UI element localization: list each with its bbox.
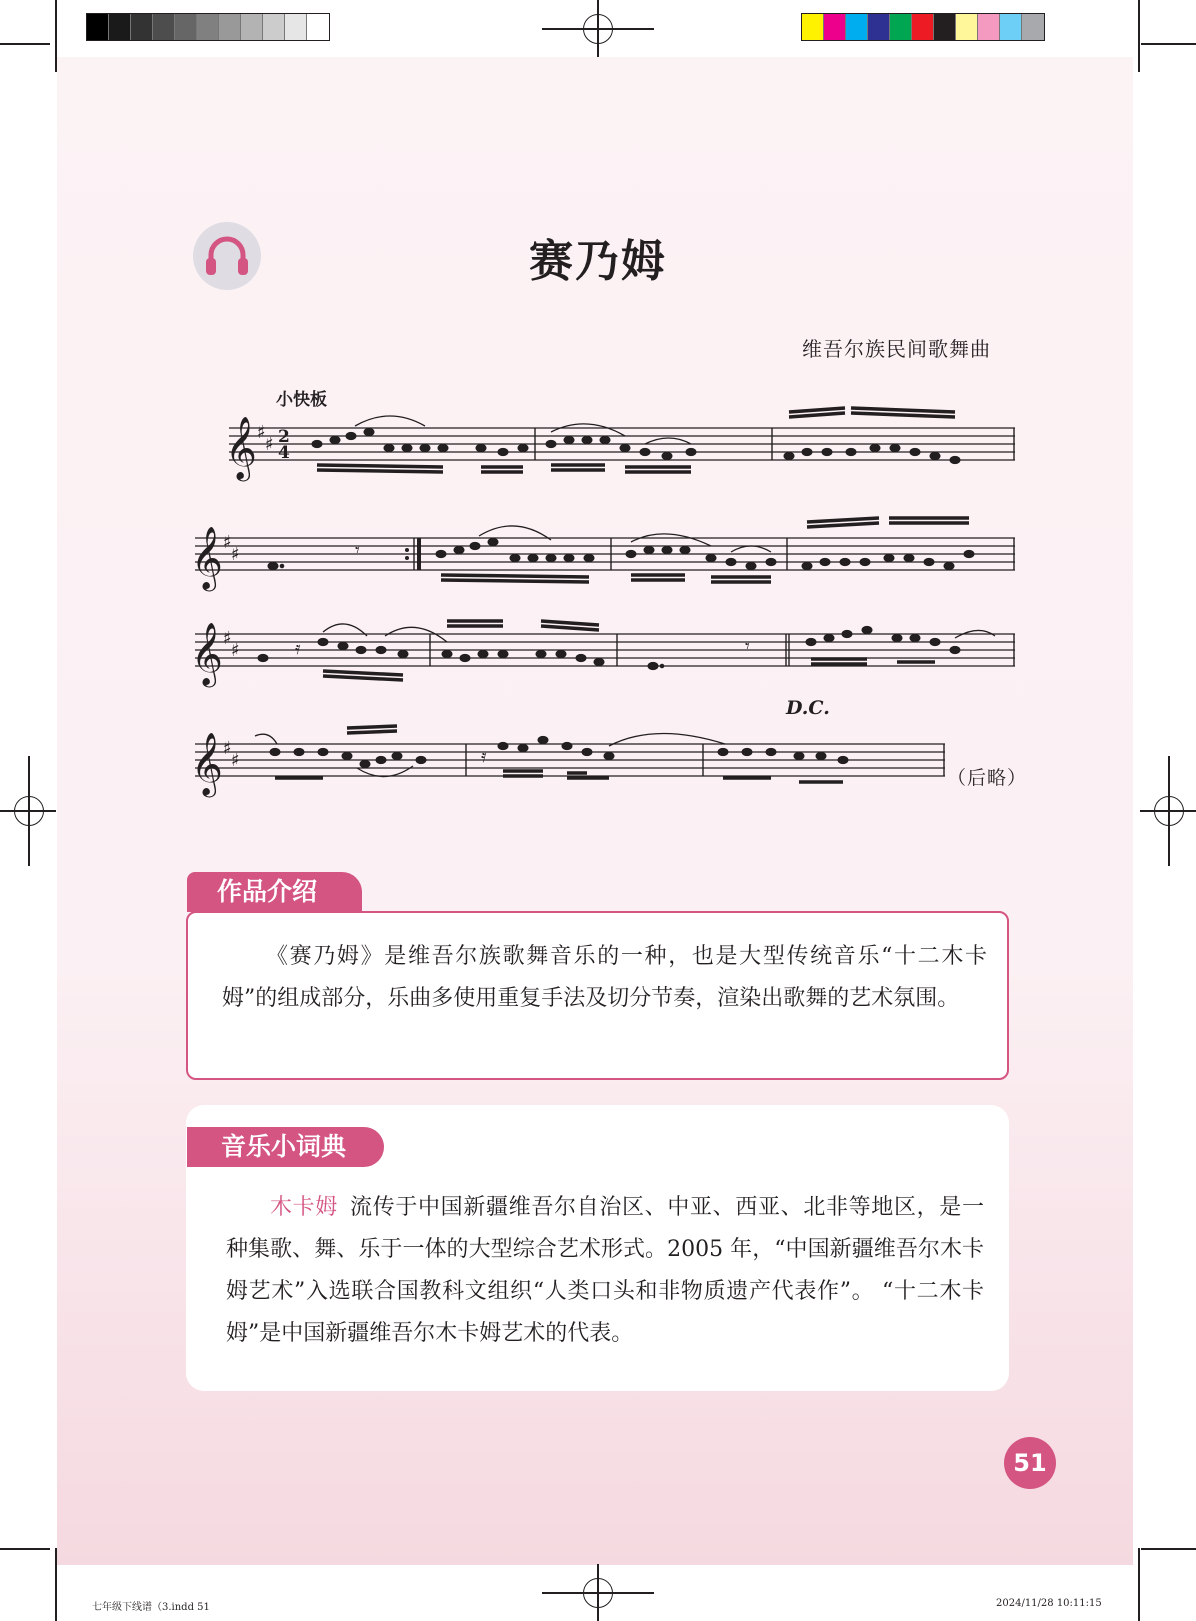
- svg-text:♯: ♯: [223, 628, 232, 649]
- crop-mark: [55, 0, 57, 72]
- process-color-bar: [801, 13, 1045, 41]
- treble-clef: 𝄞: [191, 622, 223, 685]
- sixteenth-rest: 𝄿: [481, 746, 487, 767]
- color-swatch: [846, 14, 868, 40]
- dictionary-heading: 音乐小词典: [187, 1127, 384, 1167]
- svg-text:♯: ♯: [231, 750, 240, 771]
- color-swatch: [824, 14, 846, 40]
- print-file-label: 七年级下线谱（3.indd 51: [92, 1602, 210, 1613]
- color-swatch: [934, 14, 956, 40]
- barlines: [414, 428, 1014, 776]
- svg-text:♯: ♯: [257, 422, 266, 443]
- svg-text:♯: ♯: [223, 738, 232, 759]
- staff-lines: [195, 428, 1015, 776]
- color-swatch: [912, 14, 934, 40]
- color-swatch: [219, 14, 241, 40]
- intro-text: 《赛乃姆》是维吾尔族歌舞音乐的一种，也是大型传统音乐“十二木卡姆”的组成部分，乐曲多使用重复手法及切分节奏，渲染出歌舞的艺术氛围。: [222, 944, 987, 1011]
- page-title: 赛乃姆: [529, 236, 667, 287]
- svg-text:♯: ♯: [265, 434, 274, 455]
- svg-text:𝄿: 𝄿: [295, 638, 301, 659]
- svg-text:♯: ♯: [223, 532, 232, 553]
- print-timestamp: 2024/11/28 10:11:15: [996, 1598, 1102, 1609]
- color-swatch: [175, 14, 197, 40]
- color-swatch: [956, 14, 978, 40]
- color-swatch: [197, 14, 219, 40]
- registration-mark: [1154, 796, 1184, 826]
- color-swatch: [87, 14, 109, 40]
- treble-clef: 𝄞: [191, 526, 223, 589]
- slurs-staff-2: [479, 526, 771, 552]
- crop-mark: [0, 43, 50, 45]
- omission-note: （后略）: [947, 767, 1028, 789]
- page-number: 51: [1004, 1437, 1056, 1489]
- da-capo-marking: D.C.: [786, 697, 830, 719]
- color-swatch: [285, 14, 307, 40]
- time-signature-top: 2: [278, 427, 290, 447]
- color-swatch: [868, 14, 890, 40]
- color-swatch: [307, 14, 329, 40]
- treble-clef: 𝄞: [191, 732, 223, 795]
- color-swatch: [1000, 14, 1022, 40]
- color-swatch: [109, 14, 131, 40]
- gray-color-bar: [86, 13, 330, 41]
- svg-text:𝄾: 𝄾: [745, 636, 750, 657]
- dictionary-definition: 流传于中国新疆维吾尔自治区、中亚、西亚、北非等地区，是一种集歌、舞、乐于一体的大型综合艺术形式。2005 年，“中国新疆维吾尔木卡姆艺术”入选联合国教科文组织“人类口头和非物质遗产代表作”。 “十二木卡姆”是中国新疆维吾尔木卡姆艺术的代表。: [226, 1195, 984, 1346]
- dictionary-text: [226, 1187, 984, 1355]
- color-swatch: [153, 14, 175, 40]
- color-swatch: [1022, 14, 1044, 40]
- color-swatch: [978, 14, 1000, 40]
- svg-text:♯: ♯: [231, 640, 240, 661]
- color-swatch: [263, 14, 285, 40]
- crop-mark: [1138, 0, 1140, 72]
- registration-mark: [583, 14, 613, 44]
- dictionary-term: 木卡姆: [270, 1195, 338, 1220]
- treble-clef: 𝄞: [225, 416, 257, 479]
- intro-heading: 作品介绍: [187, 872, 362, 912]
- tempo-marking: 小快板: [276, 390, 327, 410]
- crop-mark: [1141, 1548, 1196, 1550]
- notes-staff-2: [268, 518, 974, 582]
- registration-mark: [583, 1578, 613, 1608]
- crop-mark: [55, 1548, 57, 1621]
- crop-mark: [1141, 43, 1196, 45]
- time-signature-bottom: 4: [278, 443, 290, 463]
- notes-staff-4: [270, 726, 848, 782]
- color-swatch: [890, 14, 912, 40]
- color-swatch: [241, 14, 263, 40]
- color-swatch: [131, 14, 153, 40]
- color-swatch: [802, 14, 824, 40]
- registration-mark: [14, 796, 44, 826]
- eighth-rest: 𝄾: [355, 540, 360, 561]
- svg-text:♯: ♯: [231, 544, 240, 565]
- notes-staff-1: [312, 408, 960, 472]
- song-genre-subtitle: 维吾尔族民间歌舞曲: [802, 337, 991, 361]
- sheet-music-score: [185, 400, 1015, 820]
- repeat-barline: [417, 538, 421, 570]
- slurs-staff-1: [355, 416, 691, 444]
- crop-mark: [0, 1548, 50, 1550]
- crop-mark: [1138, 1548, 1140, 1621]
